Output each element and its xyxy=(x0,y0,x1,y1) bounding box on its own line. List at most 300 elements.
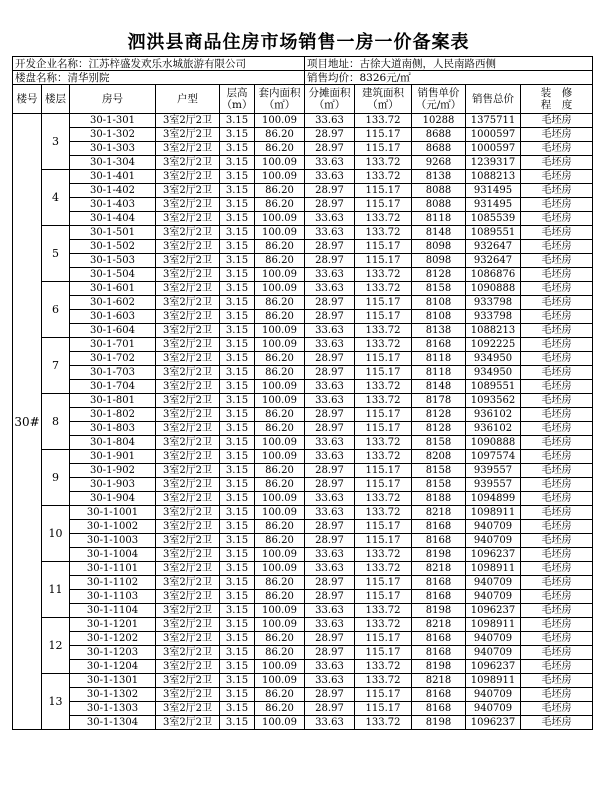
unit-type: 3室2厅2卫 xyxy=(156,226,220,240)
finish-level: 毛坯房 xyxy=(521,324,593,338)
unit-type: 3室2厅2卫 xyxy=(156,142,220,156)
inner-area: 100.09 xyxy=(255,156,305,170)
project-name: 清华别院 xyxy=(67,71,110,84)
table-row xyxy=(13,534,593,548)
shared-area: 33.63 xyxy=(305,716,355,730)
shared-area: 28.97 xyxy=(305,702,355,716)
gross-area: 115.17 xyxy=(355,366,412,380)
gross-area: 115.17 xyxy=(355,478,412,492)
unit-type: 3室2厅2卫 xyxy=(156,240,220,254)
unit-price: 8218 xyxy=(412,506,466,520)
finish-level: 毛坯房 xyxy=(521,310,593,324)
total-price: 934950 xyxy=(466,366,521,380)
unit-type: 3室2厅2卫 xyxy=(156,170,220,184)
unit-price: 8198 xyxy=(412,660,466,674)
floor-height: 3.15 xyxy=(220,464,255,478)
shared-area: 28.97 xyxy=(305,254,355,268)
unit-type: 3室2厅2卫 xyxy=(156,408,220,422)
finish-level: 毛坯房 xyxy=(521,142,593,156)
gross-area: 115.17 xyxy=(355,632,412,646)
unit-price: 8158 xyxy=(412,436,466,450)
room-number: 30-1-1104 xyxy=(70,604,156,618)
room-number: 30-1-403 xyxy=(70,198,156,212)
total-price: 1090888 xyxy=(466,282,521,296)
finish-level: 毛坯房 xyxy=(521,660,593,674)
table-row xyxy=(13,478,593,492)
floor-height: 3.15 xyxy=(220,534,255,548)
table-row xyxy=(13,254,593,268)
total-price: 1098911 xyxy=(466,618,521,632)
floor-height: 3.15 xyxy=(220,688,255,702)
total-price: 1000597 xyxy=(466,142,521,156)
shared-area: 28.97 xyxy=(305,352,355,366)
gross-area: 115.17 xyxy=(355,408,412,422)
total-price: 939557 xyxy=(466,464,521,478)
shared-area: 28.97 xyxy=(305,310,355,324)
floor-height: 3.15 xyxy=(220,268,255,282)
total-price: 1096237 xyxy=(466,716,521,730)
unit-type: 3室2厅2卫 xyxy=(156,296,220,310)
inner-area: 100.09 xyxy=(255,394,305,408)
inner-area: 100.09 xyxy=(255,604,305,618)
shared-area: 28.97 xyxy=(305,632,355,646)
table-row xyxy=(13,702,593,716)
shared-area: 33.63 xyxy=(305,492,355,506)
gross-area: 133.72 xyxy=(355,660,412,674)
table-row xyxy=(13,128,593,142)
finish-level: 毛坯房 xyxy=(521,646,593,660)
total-price: 1098911 xyxy=(466,506,521,520)
room-number: 30-1-1103 xyxy=(70,590,156,604)
table-row xyxy=(13,632,593,646)
inner-area: 86.20 xyxy=(255,352,305,366)
shared-area: 33.63 xyxy=(305,660,355,674)
floor-height: 3.15 xyxy=(220,296,255,310)
finish-level: 毛坯房 xyxy=(521,212,593,226)
floor-cell: 10 xyxy=(42,506,70,562)
floor-height: 3.15 xyxy=(220,562,255,576)
floor-height: 3.15 xyxy=(220,632,255,646)
unit-type: 3室2厅2卫 xyxy=(156,324,220,338)
floor-height: 3.15 xyxy=(220,156,255,170)
header-unit-price: 销售单价 （元/㎡） xyxy=(412,85,466,114)
inner-area: 86.20 xyxy=(255,422,305,436)
room-number: 30-1-401 xyxy=(70,170,156,184)
unit-price: 8088 xyxy=(412,184,466,198)
inner-area: 100.09 xyxy=(255,450,305,464)
shared-area: 33.63 xyxy=(305,450,355,464)
address-cell xyxy=(305,57,593,71)
table-row xyxy=(13,394,593,408)
unit-price: 8118 xyxy=(412,212,466,226)
table-row xyxy=(13,576,593,590)
inner-area: 86.20 xyxy=(255,254,305,268)
shared-area: 33.63 xyxy=(305,604,355,618)
unit-price: 8218 xyxy=(412,618,466,632)
table-body xyxy=(13,57,593,730)
room-number: 30-1-1101 xyxy=(70,562,156,576)
shared-area: 28.97 xyxy=(305,464,355,478)
table-row xyxy=(13,114,593,128)
finish-level: 毛坯房 xyxy=(521,156,593,170)
table-row xyxy=(13,268,593,282)
total-price: 1239317 xyxy=(466,156,521,170)
gross-area: 133.72 xyxy=(355,212,412,226)
gross-area: 133.72 xyxy=(355,492,412,506)
room-number: 30-1-1003 xyxy=(70,534,156,548)
room-number: 30-1-604 xyxy=(70,324,156,338)
table-row xyxy=(13,282,593,296)
avg-price-value: 8326元/㎡ xyxy=(359,71,411,84)
finish-level: 毛坯房 xyxy=(521,464,593,478)
header-type: 户型 xyxy=(156,85,220,114)
floor-height: 3.15 xyxy=(220,282,255,296)
shared-area: 28.97 xyxy=(305,198,355,212)
unit-type: 3室2厅2卫 xyxy=(156,310,220,324)
finish-level: 毛坯房 xyxy=(521,534,593,548)
gross-area: 133.72 xyxy=(355,562,412,576)
shared-area: 28.97 xyxy=(305,142,355,156)
table-row xyxy=(13,198,593,212)
shared-area: 33.63 xyxy=(305,436,355,450)
room-number: 30-1-603 xyxy=(70,310,156,324)
finish-level: 毛坯房 xyxy=(521,254,593,268)
unit-type: 3室2厅2卫 xyxy=(156,534,220,548)
floor-height: 3.15 xyxy=(220,674,255,688)
finish-level: 毛坯房 xyxy=(521,170,593,184)
total-price: 936102 xyxy=(466,422,521,436)
shared-area: 28.97 xyxy=(305,128,355,142)
inner-area: 100.09 xyxy=(255,380,305,394)
inner-area: 100.09 xyxy=(255,170,305,184)
shared-area: 28.97 xyxy=(305,422,355,436)
total-price: 934950 xyxy=(466,352,521,366)
gross-area: 115.17 xyxy=(355,422,412,436)
table-row xyxy=(13,296,593,310)
finish-level: 毛坯房 xyxy=(521,198,593,212)
unit-type: 3室2厅2卫 xyxy=(156,212,220,226)
finish-level: 毛坯房 xyxy=(521,436,593,450)
inner-area: 86.20 xyxy=(255,646,305,660)
finish-level: 毛坯房 xyxy=(521,380,593,394)
table-row xyxy=(13,226,593,240)
floor-height: 3.15 xyxy=(220,478,255,492)
unit-type: 3室2厅2卫 xyxy=(156,492,220,506)
room-number: 30-1-1102 xyxy=(70,576,156,590)
unit-type: 3室2厅2卫 xyxy=(156,618,220,632)
floor-height: 3.15 xyxy=(220,716,255,730)
finish-level: 毛坯房 xyxy=(521,548,593,562)
unit-type: 3室2厅2卫 xyxy=(156,184,220,198)
floor-height: 3.15 xyxy=(220,114,255,128)
unit-price: 8208 xyxy=(412,450,466,464)
table-row xyxy=(13,716,593,730)
floor-height: 3.15 xyxy=(220,548,255,562)
unit-price: 8688 xyxy=(412,142,466,156)
gross-area: 133.72 xyxy=(355,394,412,408)
room-number: 30-1-1204 xyxy=(70,660,156,674)
total-price: 1088213 xyxy=(466,324,521,338)
unit-type: 3室2厅2卫 xyxy=(156,576,220,590)
total-price: 933798 xyxy=(466,310,521,324)
shared-area: 28.97 xyxy=(305,590,355,604)
finish-level: 毛坯房 xyxy=(521,338,593,352)
inner-area: 100.09 xyxy=(255,226,305,240)
table-row xyxy=(13,562,593,576)
shared-area: 33.63 xyxy=(305,562,355,576)
inner-area: 86.20 xyxy=(255,240,305,254)
inner-area: 100.09 xyxy=(255,324,305,338)
finish-level: 毛坯房 xyxy=(521,226,593,240)
unit-type: 3室2厅2卫 xyxy=(156,338,220,352)
shared-area: 28.97 xyxy=(305,576,355,590)
total-price: 1096237 xyxy=(466,604,521,618)
gross-area: 115.17 xyxy=(355,198,412,212)
floor-height: 3.15 xyxy=(220,310,255,324)
floor-height: 3.15 xyxy=(220,450,255,464)
unit-price: 8178 xyxy=(412,394,466,408)
finish-level: 毛坯房 xyxy=(521,492,593,506)
finish-level: 毛坯房 xyxy=(521,562,593,576)
gross-area: 133.72 xyxy=(355,450,412,464)
unit-price: 8158 xyxy=(412,464,466,478)
project-cell xyxy=(13,71,305,85)
unit-type: 3室2厅2卫 xyxy=(156,716,220,730)
inner-area: 86.20 xyxy=(255,534,305,548)
unit-price: 8168 xyxy=(412,520,466,534)
price-table xyxy=(12,56,593,730)
shared-area: 33.63 xyxy=(305,548,355,562)
total-price: 932647 xyxy=(466,240,521,254)
inner-area: 100.09 xyxy=(255,548,305,562)
total-price: 1086876 xyxy=(466,268,521,282)
gross-area: 133.72 xyxy=(355,114,412,128)
finish-level: 毛坯房 xyxy=(521,506,593,520)
header-row xyxy=(13,85,593,114)
unit-price: 8198 xyxy=(412,716,466,730)
total-price: 931495 xyxy=(466,184,521,198)
unit-price: 8128 xyxy=(412,422,466,436)
gross-area: 115.17 xyxy=(355,254,412,268)
table-row xyxy=(13,324,593,338)
unit-price: 8168 xyxy=(412,534,466,548)
room-number: 30-1-402 xyxy=(70,184,156,198)
room-number: 30-1-703 xyxy=(70,366,156,380)
floor-height: 3.15 xyxy=(220,422,255,436)
room-number: 30-1-704 xyxy=(70,380,156,394)
shared-area: 28.97 xyxy=(305,478,355,492)
finish-level: 毛坯房 xyxy=(521,520,593,534)
developer-label: 开发企业名称： xyxy=(15,57,89,70)
inner-area: 86.20 xyxy=(255,184,305,198)
inner-area: 86.20 xyxy=(255,478,305,492)
unit-type: 3室2厅2卫 xyxy=(156,268,220,282)
table-row xyxy=(13,310,593,324)
inner-area: 100.09 xyxy=(255,268,305,282)
total-price: 931495 xyxy=(466,198,521,212)
room-number: 30-1-901 xyxy=(70,450,156,464)
shared-area: 33.63 xyxy=(305,338,355,352)
table-row xyxy=(13,450,593,464)
unit-price: 8118 xyxy=(412,366,466,380)
table-row xyxy=(13,520,593,534)
total-price: 1000597 xyxy=(466,128,521,142)
gross-area: 115.17 xyxy=(355,296,412,310)
total-price: 940709 xyxy=(466,576,521,590)
inner-area: 86.20 xyxy=(255,310,305,324)
building-cell: 30# xyxy=(13,114,42,730)
gross-area: 133.72 xyxy=(355,226,412,240)
inner-area: 100.09 xyxy=(255,716,305,730)
gross-area: 133.72 xyxy=(355,604,412,618)
inner-area: 100.09 xyxy=(255,338,305,352)
shared-area: 28.97 xyxy=(305,688,355,702)
shared-area: 33.63 xyxy=(305,618,355,632)
table-row xyxy=(13,352,593,366)
shared-area: 28.97 xyxy=(305,240,355,254)
shared-area: 33.63 xyxy=(305,324,355,338)
table-row xyxy=(13,170,593,184)
table-row xyxy=(13,380,593,394)
room-number: 30-1-1201 xyxy=(70,618,156,632)
unit-price: 9268 xyxy=(412,156,466,170)
floor-height: 3.15 xyxy=(220,646,255,660)
unit-price: 8118 xyxy=(412,352,466,366)
table-row xyxy=(13,646,593,660)
floor-cell: 3 xyxy=(42,114,70,170)
table-row xyxy=(13,660,593,674)
total-price: 1096237 xyxy=(466,548,521,562)
room-number: 30-1-1002 xyxy=(70,520,156,534)
inner-area: 86.20 xyxy=(255,296,305,310)
total-price: 939557 xyxy=(466,478,521,492)
finish-level: 毛坯房 xyxy=(521,576,593,590)
unit-type: 3室2厅2卫 xyxy=(156,282,220,296)
room-number: 30-1-303 xyxy=(70,142,156,156)
floor-height: 3.15 xyxy=(220,254,255,268)
unit-type: 3室2厅2卫 xyxy=(156,450,220,464)
room-number: 30-1-504 xyxy=(70,268,156,282)
shared-area: 33.63 xyxy=(305,114,355,128)
finish-level: 毛坯房 xyxy=(521,240,593,254)
unit-price: 8688 xyxy=(412,128,466,142)
table-row xyxy=(13,408,593,422)
total-price: 1098911 xyxy=(466,562,521,576)
total-price: 1097574 xyxy=(466,450,521,464)
avg-price-label: 销售均价： xyxy=(307,71,360,84)
total-price: 1090888 xyxy=(466,436,521,450)
room-number: 30-1-602 xyxy=(70,296,156,310)
floor-cell: 12 xyxy=(42,618,70,674)
gross-area: 133.72 xyxy=(355,436,412,450)
gross-area: 115.17 xyxy=(355,128,412,142)
floor-cell: 4 xyxy=(42,170,70,226)
unit-price: 8088 xyxy=(412,198,466,212)
shared-area: 33.63 xyxy=(305,226,355,240)
unit-type: 3室2厅2卫 xyxy=(156,674,220,688)
gross-area: 133.72 xyxy=(355,338,412,352)
room-number: 30-1-903 xyxy=(70,478,156,492)
unit-type: 3室2厅2卫 xyxy=(156,156,220,170)
total-price: 936102 xyxy=(466,408,521,422)
gross-area: 115.17 xyxy=(355,688,412,702)
gross-area: 133.72 xyxy=(355,618,412,632)
total-price: 932647 xyxy=(466,254,521,268)
unit-type: 3室2厅2卫 xyxy=(156,422,220,436)
floor-height: 3.15 xyxy=(220,576,255,590)
floor-height: 3.15 xyxy=(220,170,255,184)
unit-price: 8128 xyxy=(412,268,466,282)
unit-type: 3室2厅2卫 xyxy=(156,114,220,128)
unit-price: 8098 xyxy=(412,240,466,254)
gross-area: 115.17 xyxy=(355,310,412,324)
floor-height: 3.15 xyxy=(220,604,255,618)
total-price: 1089551 xyxy=(466,380,521,394)
shared-area: 33.63 xyxy=(305,212,355,226)
shared-area: 33.63 xyxy=(305,674,355,688)
unit-price: 8168 xyxy=(412,338,466,352)
room-number: 30-1-503 xyxy=(70,254,156,268)
total-price: 1089551 xyxy=(466,226,521,240)
gross-area: 133.72 xyxy=(355,282,412,296)
developer-name: 江苏梓盛发欢乐水城旅游有限公司 xyxy=(88,57,246,70)
unit-type: 3室2厅2卫 xyxy=(156,632,220,646)
room-number: 30-1-1303 xyxy=(70,702,156,716)
unit-type: 3室2厅2卫 xyxy=(156,436,220,450)
finish-level: 毛坯房 xyxy=(521,184,593,198)
unit-price: 8198 xyxy=(412,604,466,618)
table-row xyxy=(13,366,593,380)
room-number: 30-1-801 xyxy=(70,394,156,408)
inner-area: 86.20 xyxy=(255,590,305,604)
unit-price: 8168 xyxy=(412,576,466,590)
unit-type: 3室2厅2卫 xyxy=(156,604,220,618)
finish-level: 毛坯房 xyxy=(521,114,593,128)
room-number: 30-1-802 xyxy=(70,408,156,422)
table-row xyxy=(13,240,593,254)
finish-level: 毛坯房 xyxy=(521,296,593,310)
unit-price: 8148 xyxy=(412,380,466,394)
room-number: 30-1-1304 xyxy=(70,716,156,730)
table-row xyxy=(13,184,593,198)
finish-level: 毛坯房 xyxy=(521,366,593,380)
unit-type: 3室2厅2卫 xyxy=(156,562,220,576)
finish-level: 毛坯房 xyxy=(521,268,593,282)
header-inner-area: 套内面积 （㎡） xyxy=(255,85,305,114)
finish-level: 毛坯房 xyxy=(521,352,593,366)
floor-cell: 9 xyxy=(42,450,70,506)
table-row xyxy=(13,422,593,436)
header-building: 楼号 xyxy=(13,85,42,114)
table-row xyxy=(13,156,593,170)
room-number: 30-1-502 xyxy=(70,240,156,254)
unit-type: 3室2厅2卫 xyxy=(156,352,220,366)
floor-height: 3.15 xyxy=(220,590,255,604)
floor-cell: 13 xyxy=(42,674,70,730)
shared-area: 33.63 xyxy=(305,394,355,408)
gross-area: 115.17 xyxy=(355,142,412,156)
unit-price: 8218 xyxy=(412,674,466,688)
unit-price: 8168 xyxy=(412,646,466,660)
total-price: 940709 xyxy=(466,520,521,534)
finish-level: 毛坯房 xyxy=(521,478,593,492)
finish-level: 毛坯房 xyxy=(521,604,593,618)
floor-height: 3.15 xyxy=(220,324,255,338)
finish-level: 毛坯房 xyxy=(521,716,593,730)
total-price: 940709 xyxy=(466,590,521,604)
total-price: 1088213 xyxy=(466,170,521,184)
table-row xyxy=(13,436,593,450)
